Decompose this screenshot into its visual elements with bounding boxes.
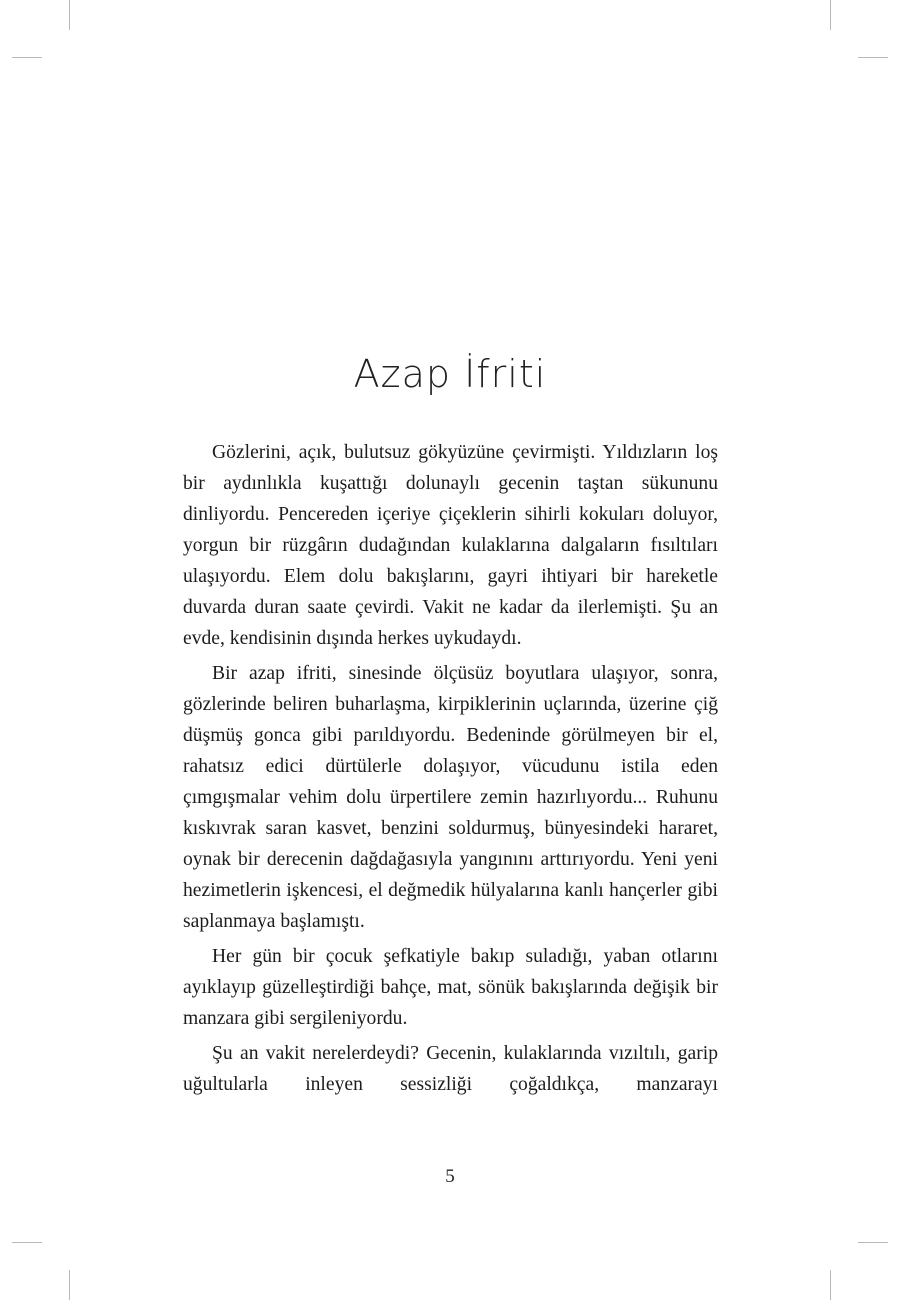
paragraph: Bir azap ifriti, sinesinde ölçüsüz boyutlara ulaşıyor, sonra, gözlerinde beliren buharlaşma, kirpiklerinin uçlarında, üzerine çiğ düşmüş gonca gibi parıldıyordu. Bedeninde görülmeyen bir el, rahatsız edici dürtülerle dolaşıyor, vücudunu istila eden çımgışmalar vehim dolu ürpertilere zemin hazırlıyordu... Ruhunu kıskıvrak saran kasvet, benzini soldurmuş, bünyesindeki hararet, oynak bir derecenin dağdağasıyla yangınını arttırıyordu. Yeni yeni hezimetlerin işkencesi, el değmedik hülyalarına kanlı hançerler gibi saplanmaya başlamıştı. bbox=[183, 663, 718, 932]
paragraph: Her gün bir çocuk şefkatiyle bakıp suladığı, yaban otlarını ayıklayıp güzelleştirdiği bahçe, mat, sönük bakışlarında değişik bir manzara gibi sergileniyordu. bbox=[183, 946, 718, 1029]
crop-mark-left-top bbox=[12, 57, 42, 58]
paragraph: Gözlerini, açık, bulutsuz gökyüzüne çevirmişti. Yıldızların loş bir aydınlıkla kuşattığı dolunaylı gecenin taştan sükununu dinliyordu. Pencereden içeriye çiçeklerin sihirli kokuları doluyor, yorgun bir rüzgârın dudağından kulaklarına dalgaların fısıltıları ulaşıyordu. Elem dolu bakışlarını, gayri ihtiyari bir hareketle duvarda duran saate çevirdi. Vakit ne kadar da ilerlemişti. Şu an evde, kendisinin dışında herkes uykudaydı. bbox=[183, 442, 718, 649]
crop-mark-left-bottom bbox=[12, 1242, 42, 1243]
chapter-body bbox=[183, 437, 718, 1104]
crop-mark-right-top bbox=[858, 57, 888, 58]
crop-mark-top-right bbox=[830, 0, 831, 30]
crop-mark-right-bottom bbox=[858, 1242, 888, 1243]
paragraph: Şu an vakit nerelerdeydi? Gecenin, kulaklarında vızıltılı, garip uğultularla inleyen sessizliği çoğaldıkça, manzarayı bbox=[183, 1043, 718, 1095]
crop-mark-top-left bbox=[69, 0, 70, 30]
crop-mark-bottom-left bbox=[69, 1270, 70, 1300]
page-number: 5 bbox=[445, 1166, 455, 1187]
chapter-title: Azap İfriti bbox=[353, 352, 547, 396]
crop-mark-bottom-right bbox=[830, 1270, 831, 1300]
